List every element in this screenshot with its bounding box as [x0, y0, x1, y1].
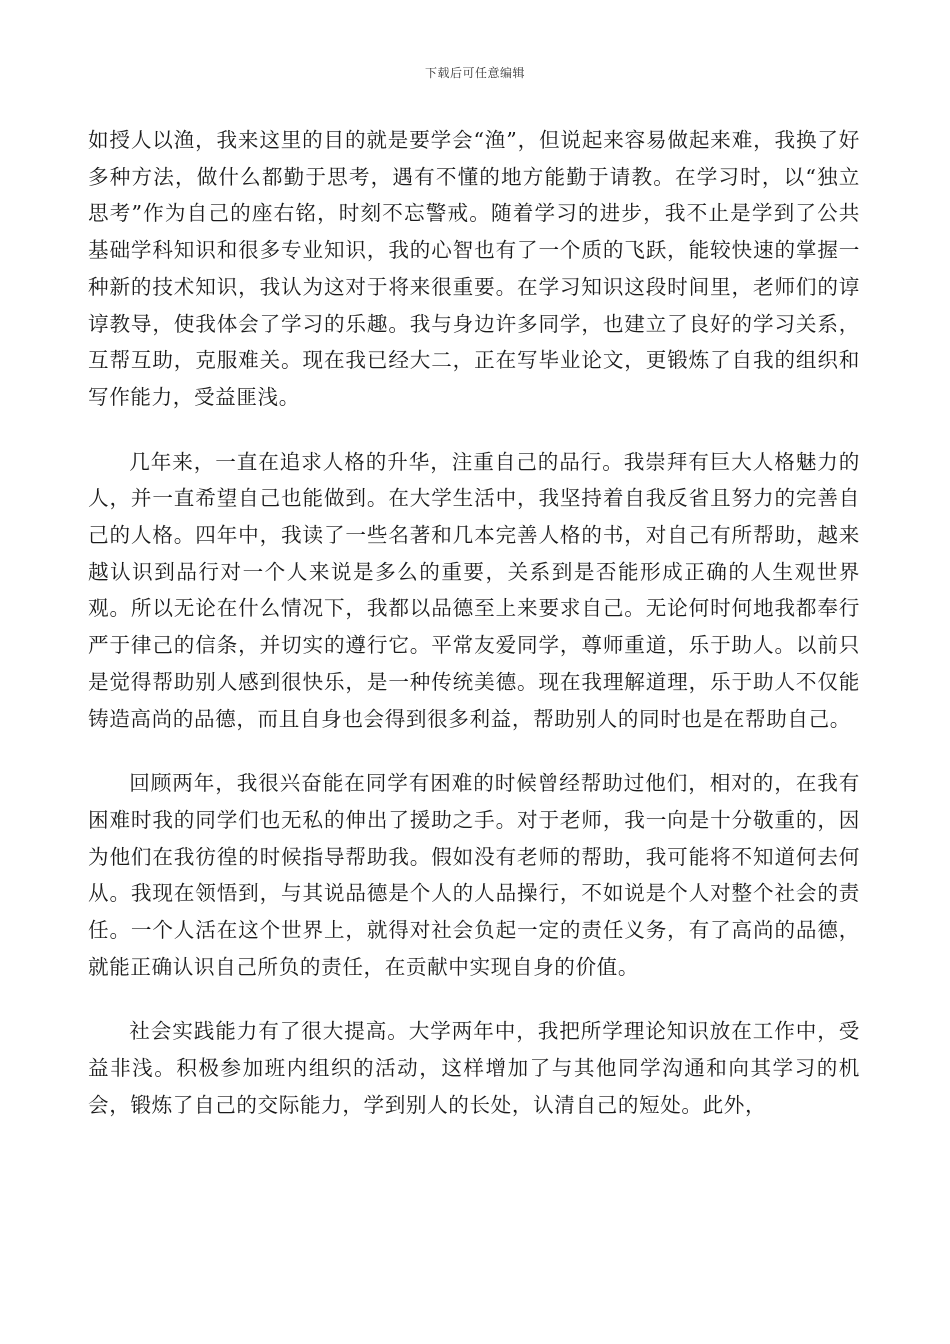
page-header: 下载后可任意编辑 — [424, 66, 525, 80]
paragraph-3: 回顾两年，我很兴奋能在同学有困难的时候曾经帮助过他们，相对的，在我有困难时我的同学们也无私的伸出了援助之手。对于老师，我一向是十分敬重的，因为他们在我彷徨的时候指导帮助我。假如没有老师的帮助，我可能将不知道何去何从。我现在领悟到，与其说品德是个人的人品操行，不如说是个人对整个社会的责任。一个人活在这个世界上，就得对社会负起一定的责任义务，有了高尚的品德，就能正确认识自己所负的责任，在贡献中实现自身的价值。 — [88, 771, 860, 979]
paragraph-4: 社会实践能力有了很大提高。大学两年中，我把所学理论知识放在工作中，受益非浅。积极参加班内组织的活动，这样增加了与其他同学沟通和向其学习的机会，锻炼了自己的交际能力，学到别人的长处，认清自己的短处。此外， — [88, 1019, 860, 1117]
paragraph-1: 如授人以渔，我来这里的目的就是要学会“渔”，但说起来容易做起来难，我换了好多种方法，做什么都勤于思考，遇有不懂的地方能勤于请教。在学习时，以“独立思考”作为自己的座右铭，时刻不忘警戒。随着学习的进步，我不止是学到了公共基础学科知识和很多专业知识，我的心智也有了一个质的飞跃，能较快速的掌握一种新的技术知识，我认为这对于将来很重要。在学习知识这段时间里，老师们的谆谆教导，使我体会了学习的乐趣。我与身边许多同学，也建立了良好的学习关系，互帮互助，克服难关。现在我已经大二，正在写毕业论文，更锻炼了自我的组织和写作能力，受益匪浅。 — [88, 128, 860, 409]
paragraph-2: 几年来，一直在追求人格的升华，注重自己的品行。我崇拜有巨大人格魅力的人，并一直希望自己也能做到。在大学生活中，我坚持着自我反省且努力的完善自己的人格。四年中，我读了一些名著和几本完善人格的书，对自己有所帮助，越来越认识到品行对一个人来说是多么的重要，关系到是否能形成正确的人生观世界观。所以无论在什么情况下，我都以品德至上来要求自己。无论何时何地我都奉行严于律己的信条，并切实的遵行它。平常友爱同学，尊师重道，乐于助人。以前只是觉得帮助别人感到很快乐，是一种传统美德。现在我理解道理，乐于助人不仅能铸造高尚的品德，而且自身也会得到很多利益，帮助别人的同时也是在帮助自己。 — [88, 449, 860, 731]
document-body — [88, 122, 860, 1152]
